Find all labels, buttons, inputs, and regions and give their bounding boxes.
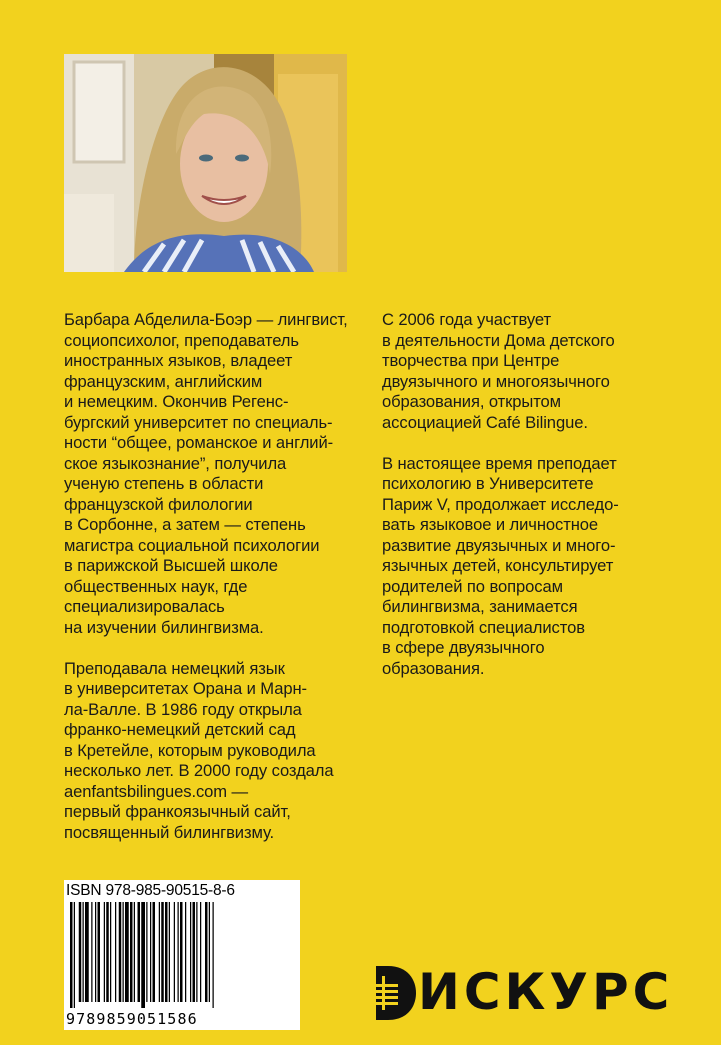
barcode-bar [205, 902, 208, 1002]
barcode-bar [213, 902, 214, 1008]
bio-paragraph-4: В настоящее время преподает психологию в Университете Париж V, продолжает исследо- вать языковое и личностное развитие двуязычных и много- язычных детей, консультирует родителей по вопросам билингвизма, занимается подготовкой специалистов в сфере двуязычного образования. [382, 453, 619, 678]
barcode-bar [138, 902, 141, 1002]
barcode-bar [79, 902, 82, 1002]
barcode-bar [130, 902, 133, 1002]
barcode-bar [70, 902, 73, 1008]
barcode-bar [185, 902, 186, 1002]
barcode-bar [200, 902, 201, 1002]
barcode-bar [150, 902, 151, 1002]
barcode-bar [174, 902, 175, 1002]
bio-paragraph-3: С 2006 года участвует в деятельности Дома детского творчества при Центре двуязычного и многоязычного образования, открытом ассоциацией Café Bilingue. [382, 310, 615, 432]
barcode-bar [115, 902, 116, 1002]
barcode-bar [209, 902, 210, 1002]
barcode-bar [193, 902, 196, 1002]
publisher-name: ИСКУРС [418, 963, 674, 1021]
barcode-bar [98, 902, 101, 1002]
barcode-bar [178, 902, 179, 1002]
barcode-bar [91, 902, 92, 1002]
bio-left-column [64, 310, 354, 864]
barcode-bar [123, 902, 124, 1002]
barcode-bar [119, 902, 122, 1002]
barcode-bar [95, 902, 96, 1002]
barcode-bar [161, 902, 164, 1002]
barcode-bar [180, 902, 183, 1002]
barcode-bar [106, 902, 109, 1002]
author-photo [64, 54, 347, 272]
bio-paragraph-1: Барбара Абделила-Боэр — лингвист, социопсихолог, преподаватель иностранных языков, владеет французским, английским и немецким. Окончив Регенс- бургский университет по специаль- ности “общее, романское и англий- ское языкознание”, получила ученую степень в области французской филологии в Сорбонне, а затем — степень магистра социальной психологии в парижской Высшей школе общественных наук, где специализировалась на изучении билингвизма. [64, 310, 348, 637]
isbn-label: ISBN 978-985-90515-8-6 [66, 882, 235, 899]
barcode-bar [134, 902, 135, 1002]
barcode-bar [85, 902, 89, 1002]
barcode-bar [83, 902, 84, 1002]
barcode-bar [153, 902, 156, 1002]
barcode-bar [169, 902, 170, 1002]
barcode-bar [125, 902, 129, 1002]
bio-right-column [382, 310, 672, 700]
isbn-barcode [64, 880, 300, 1030]
barcode-bar [141, 902, 145, 1008]
barcode-bar [165, 902, 168, 1002]
barcode-bar [159, 902, 160, 1002]
publisher-logo [362, 962, 674, 1024]
barcode-digits: 9789859051586 [66, 1010, 198, 1028]
barcode-bar [110, 902, 111, 1002]
barcode-bar [146, 902, 147, 1002]
barcode-bar [190, 902, 191, 1002]
barcode-bar [74, 902, 75, 1008]
barcode-bar [104, 902, 105, 1002]
barcode-bar [196, 902, 197, 1002]
barcode-bars [68, 902, 296, 1008]
bio-paragraph-2: Преподавала немецкий язык в университетах Орана и Марн- ла-Валле. В 1986 году открыла франко-немецкий детский сад в Кретейле, которым руководила несколько лет. В 2000 году создала aenfantsbilingues.com — первый франкоязычный сайт, посвященный билингвизму. [64, 658, 334, 842]
d-logo-mark-icon [362, 962, 418, 1024]
